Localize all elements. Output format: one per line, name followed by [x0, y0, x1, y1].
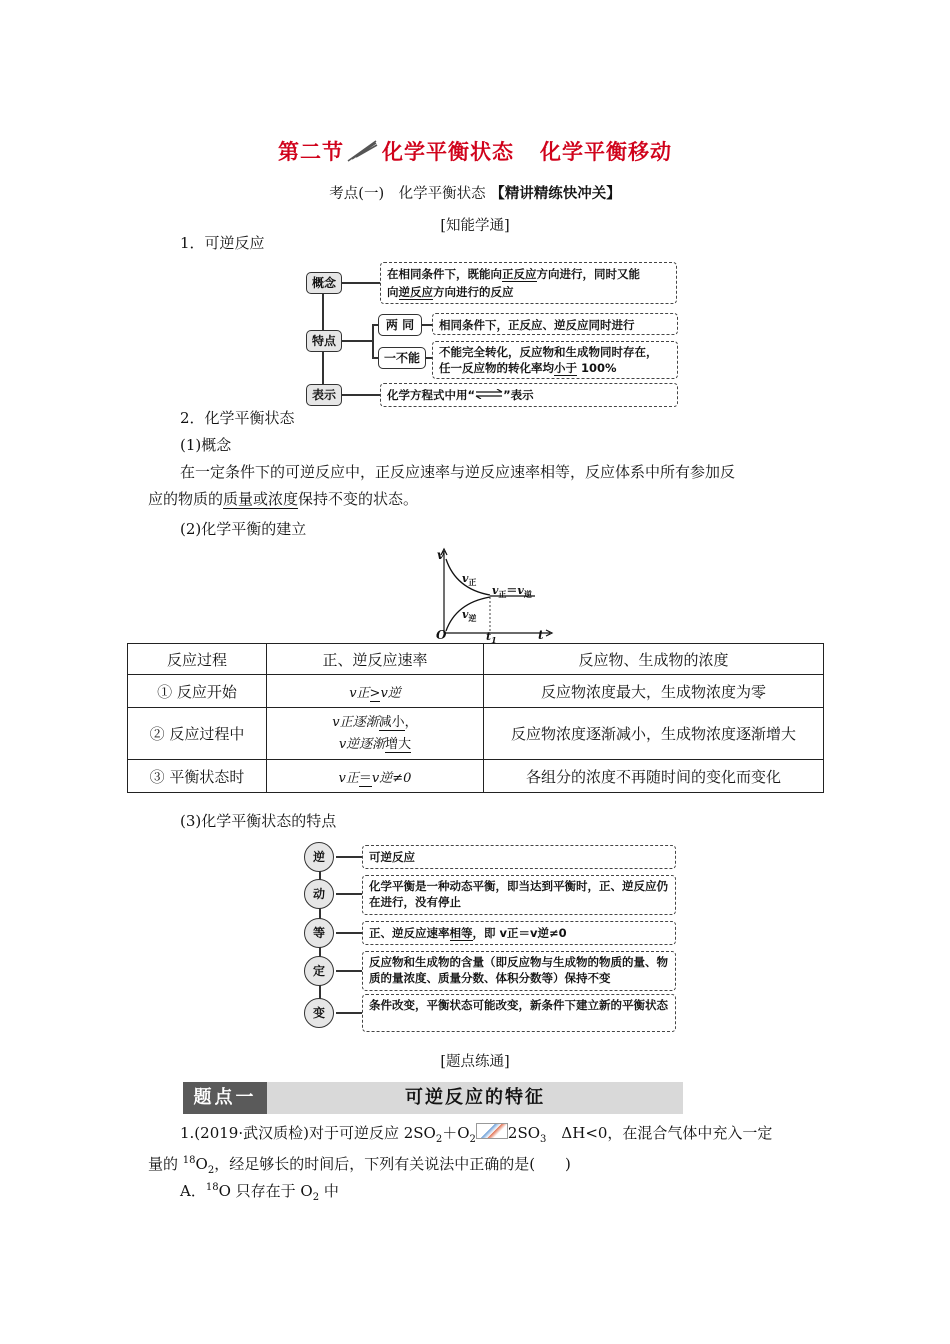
question-line-2: 量的 $^{18}O_2$，经足够长的时间后，下列有关说法中正确的是( ) [148, 1155, 571, 1176]
feature-circle: 变 [304, 998, 334, 1028]
heading-reversible: 1．可逆反应 [180, 234, 265, 252]
table-cell: ① 反应开始 [128, 675, 267, 708]
subtitle [0, 182, 950, 203]
graph-v-forward: $v_正$ [462, 572, 477, 588]
concept-text: 在相同条件下，既能向正反应方向进行，同时又能 向逆反应方向进行的反应 [380, 262, 677, 304]
feature-text: 化学平衡是一种动态平衡，即当达到平衡时，正、逆反应仍在进行，没有停止 [362, 875, 676, 915]
table-header: 正、逆反应速率 [267, 644, 484, 675]
table-header: 反应物、生成物的浓度 [484, 644, 824, 675]
one-not-label: 一不能 [378, 347, 426, 369]
concept-paragraph-2: 应的物质的质量或浓度保持不变的状态。 [148, 490, 419, 508]
feature-text: 反应物和生成物的含量（即反应物与生成物的物质的量、物质的量浓度、质量分数、体积分数等）保持不变 [362, 951, 676, 991]
section-learn: [知能学通] [440, 218, 510, 234]
feature-text: 条件改变，平衡状态可能改变，新条件下建立新的平衡状态 [362, 994, 676, 1032]
table-cell: 各组分的浓度不再随时间的变化而变化 [484, 760, 824, 793]
feature-circle: 动 [304, 879, 334, 909]
feature-circle: 定 [304, 956, 334, 986]
reversible-diagram [300, 262, 685, 412]
feature-circle: 等 [304, 918, 334, 948]
title-main: 化学平衡状态 [382, 140, 514, 164]
graph-y-label: v [437, 548, 444, 562]
table-cell: v正＝v逆≠0 [267, 760, 484, 793]
sub-concept: (1)概念 [180, 436, 232, 454]
title-section: 第二节 [278, 140, 344, 164]
title-secondary: 化学平衡移动 [540, 140, 672, 164]
table-cell: 反应物浓度最大，生成物浓度为零 [484, 675, 824, 708]
feature-text: 正、逆反应速率相等，即 v正＝v逆≠0 [362, 921, 676, 945]
sub-establish: (2)化学平衡的建立 [180, 520, 307, 538]
graph-v-reverse: $v_逆$ [462, 608, 477, 624]
graph-t1-label: $t_1$ [486, 630, 497, 646]
feather-icon [346, 139, 380, 163]
two-same-text: 相同条件下，正反应、逆反应同时进行 [432, 313, 678, 335]
features-diagram [304, 842, 684, 1032]
graph-v-equal: $v_正=v_逆$ [492, 584, 532, 600]
feature-text: 可逆反应 [362, 845, 676, 869]
feature-circle: 逆 [304, 842, 334, 872]
question-line-1: 1.(2019·武汉质检)对于可逆反应 $2SO_2+O_2$ $2SO_3$ ΔH<0，在混合气体中充入一定 [180, 1124, 773, 1145]
table-row [128, 760, 824, 793]
table-row [128, 708, 824, 760]
reversible-arrow-icon [475, 389, 503, 399]
sub-features: (3)化学平衡状态的特点 [180, 812, 337, 830]
table-row [128, 675, 824, 708]
topic-title: 可逆反应的特征 [405, 1087, 545, 1108]
table-cell: v正逐渐减小， v逆逐渐增大 [267, 708, 484, 760]
concept-label: 概念 [306, 272, 342, 294]
feature-label: 特点 [306, 330, 342, 352]
section-practice: [题点练通] [440, 1054, 510, 1070]
concept-paragraph-1: 在一定条件下的可逆反应中，正反应速率与逆反应速率相等，反应体系中所有参加反 [180, 463, 736, 481]
table-header: 反应过程 [128, 644, 267, 675]
topic-tag: 题点一 [183, 1082, 267, 1114]
page-title [0, 136, 950, 166]
graph-origin: O [436, 628, 447, 642]
subtitle-lead: 考点(一) 化学平衡状态 [329, 186, 486, 202]
equilibrium-arrow-icon [476, 1123, 508, 1139]
table-cell: ② 反应过程中 [128, 708, 267, 760]
express-text: 化学方程式中用“ ”表示 [380, 383, 678, 407]
express-label: 表示 [306, 384, 342, 406]
table-cell: 反应物浓度逐渐减小，生成物浓度逐渐增大 [484, 708, 824, 760]
table-cell: ③ 平衡状态时 [128, 760, 267, 793]
subtitle-tag: 【精讲精练快冲关】 [490, 186, 621, 202]
option-a[interactable]: A．$^{18}$O 只存在于 $O_2$ 中 [180, 1182, 339, 1203]
graph-x-label: t [538, 628, 544, 642]
heading-equilibrium: 2．化学平衡状态 [180, 409, 295, 427]
equilibrium-table [127, 643, 824, 793]
two-same-label: 两 同 [378, 314, 422, 336]
one-not-text: 不能完全转化，反应物和生成物同时存在， 任一反应物的转化率均小于 100% [432, 341, 678, 379]
table-cell: v正>v逆 [267, 675, 484, 708]
